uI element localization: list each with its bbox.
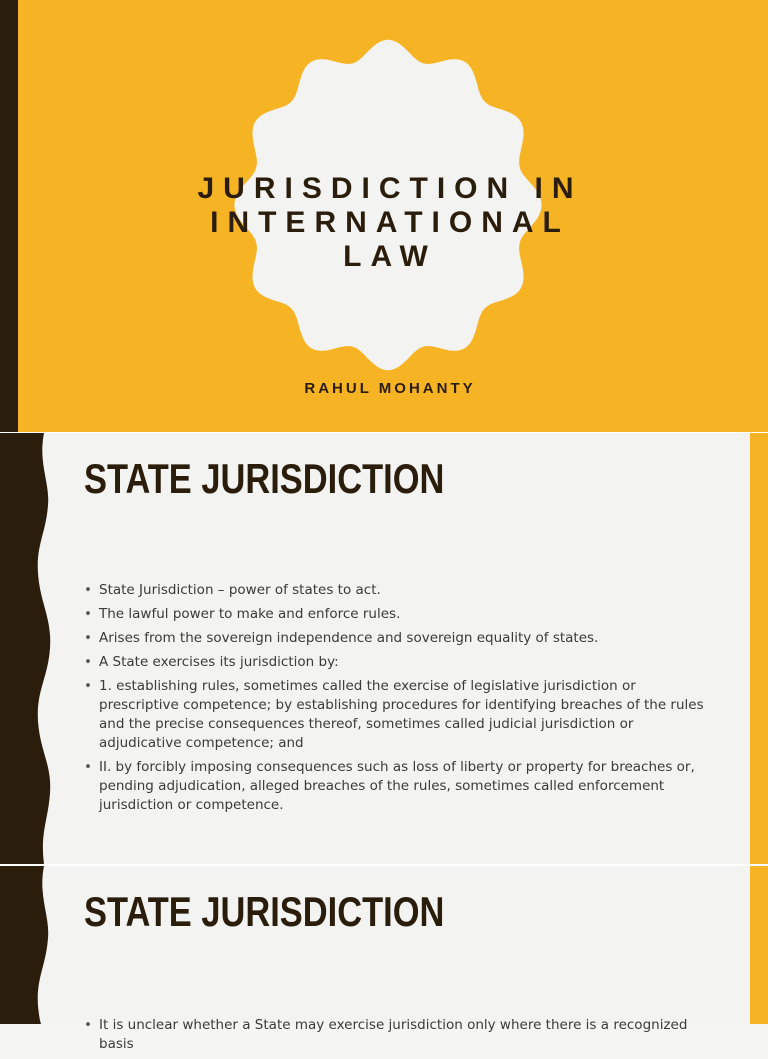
author-name: RAHUL MOHANTY [304, 380, 476, 397]
wave-border [0, 433, 60, 864]
bullet-item: • It is unclear whether a State may exercise jurisdiction only where there is a recognized basis [84, 1016, 714, 1054]
slide-heading: STATE JURISDICTION [84, 455, 445, 502]
bullet-item: • II. by forcibly imposing consequences such as loss of liberty or property for breaches or, pending adjudication, alleged breaches of the rules, sometimes called enforcement jurisdiction or competence. [84, 758, 714, 815]
slide-heading: STATE JURISDICTION [84, 888, 445, 935]
bullet-item: • The lawful power to make and enforce rules. [84, 605, 714, 624]
bullet-item: • Arises from the sovereign independence and sovereign equality of states. [84, 629, 714, 648]
bullet-item: • State Jurisdiction – power of states to act. [84, 581, 714, 600]
content-slide-2 [0, 866, 768, 1052]
right-accent-bar [750, 433, 768, 864]
right-accent-bar [750, 866, 768, 1024]
bullet-list [84, 581, 714, 820]
title-line-1: JURISDICTION IN [197, 172, 583, 205]
bullet-item: • A State exercises its jurisdiction by: [84, 653, 714, 672]
presentation-title [190, 172, 590, 274]
left-accent-bar [0, 0, 18, 432]
bullet-list [84, 1016, 714, 1059]
wave-border [0, 866, 60, 1024]
content-slide-1 [0, 433, 768, 864]
title-line-2: INTERNATIONAL LAW [210, 206, 570, 273]
title-slide [0, 0, 768, 432]
bullet-item: • 1. establishing rules, sometimes called the exercise of legislative jurisdiction or prescriptive competence; by establishing procedures for identifying breaches of the rules and the precise consequences thereof, sometimes called judicial jurisdiction or adjudicative competence; and [84, 677, 714, 753]
